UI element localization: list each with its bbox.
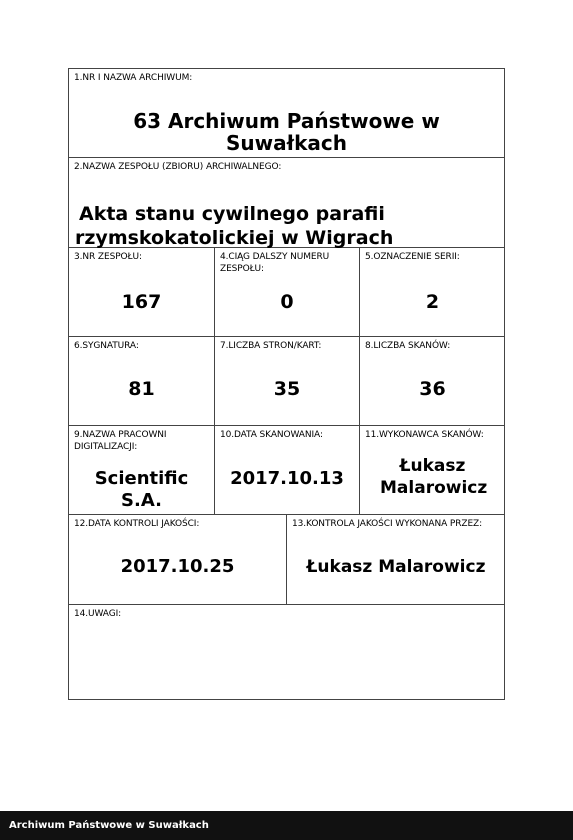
field-label: 4.CIĄG DALSZY NUMERU ZESPOŁU: [220, 252, 330, 274]
field-qc-operator [287, 515, 505, 604]
field-label: 7.LICZBA STRON/KART: [220, 341, 322, 351]
row-archive [69, 69, 504, 158]
field-value: Akta stanu cywilnego parafii rzymskokatolickiej w Wigrach [75, 203, 394, 249]
field-label: 14.UWAGI: [74, 609, 122, 619]
field-qc-date [69, 515, 287, 604]
field-value: 35 [273, 378, 301, 400]
field-value: 81 [128, 378, 155, 400]
field-value: 36 [419, 378, 446, 400]
field-label: 13.KONTROLA JAKOŚCI WYKONANA PRZEZ: [292, 519, 483, 529]
field-label: 5.OZNACZENIE SERII: [365, 252, 460, 262]
field-value: 167 [121, 291, 162, 313]
metadata-form [68, 68, 505, 700]
field-label: 3.NR ZESPOŁU: [74, 252, 142, 262]
field-label: 12.DATA KONTROLI JAKOŚCI: [74, 519, 200, 529]
field-value: 63 Archiwum Państwowe w Suwałkach [133, 109, 440, 155]
field-scan-date [215, 426, 360, 514]
field-value: Scientific S.A. [94, 468, 189, 511]
field-scan-count [360, 337, 505, 425]
field-label: 11.WYKONAWCA SKANÓW: [365, 430, 484, 440]
field-scan-operator [360, 426, 505, 514]
field-value: 0 [280, 291, 294, 313]
field-label: 6.SYGNATURA: [74, 341, 139, 351]
field-series [360, 248, 505, 336]
field-fonds-number [69, 248, 215, 336]
row-quality-control [69, 515, 504, 605]
field-label: 1.NR I NAZWA ARCHIWUM: [74, 73, 193, 83]
field-value: 2 [425, 291, 440, 313]
field-fonds-name [69, 158, 504, 247]
field-fonds-continuation [215, 248, 360, 336]
field-signature [69, 337, 215, 425]
row-signature [69, 337, 504, 426]
field-label: 8.LICZBA SKANÓW: [365, 341, 451, 351]
field-value: 2017.10.13 [230, 468, 344, 489]
field-archive [69, 69, 504, 157]
field-value: 2017.10.25 [120, 556, 235, 577]
row-digitization [69, 426, 504, 515]
field-digitization-lab [69, 426, 215, 514]
field-notes [69, 605, 504, 700]
row-fonds-number [69, 248, 504, 337]
field-label: 9.NAZWA PRACOWNI DIGITALIZACJI: [74, 430, 167, 452]
field-page-count [215, 337, 360, 425]
archive-footer: Archiwum Państwowe w Suwałkach [0, 811, 573, 840]
row-fonds-name [69, 158, 504, 248]
field-value: Łukasz Malarowicz [306, 557, 486, 577]
field-value: Łukasz Malarowicz [380, 456, 488, 498]
row-notes [69, 605, 504, 700]
field-label: 10.DATA SKANOWANIA: [220, 430, 323, 440]
field-label: 2.NAZWA ZESPOŁU (ZBIORU) ARCHIWALNEGO: [74, 162, 282, 172]
